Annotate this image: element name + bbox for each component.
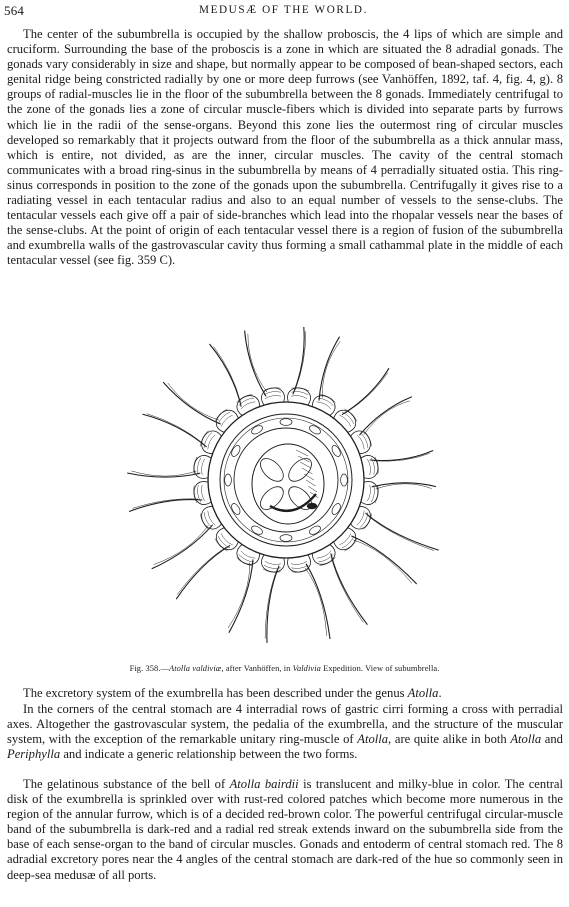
lappet-hatching <box>202 485 205 501</box>
paragraph-subumbrella-anatomy: The center of the subumbrella is occupied by the shallow proboscis, the 4 lips of which are simple and cruciform. Surrounding the base of the proboscis is a zone in which are situated the 8 adradial gonads. The gonads vary considerably in size and shape, but normally appear to be composed of bean-shaped sectors, each genital ridge being constricted radially by one or more deep furrows (see Vanhöffen, 1892, taf. 4, fig. 4, g). 8 groups of radial-muscles lie in the floor of the subumbrella between the 8 gonads. Immediately centrifugal to the zone of the gonads lies a zone of circular muscle-fibers which is divided into separate parts by furrows which lie in the radii of the sense-organs. Beyond this zone lies the outermost ring of circular muscles developed so remarkably that it projects outward from the floor of the subumbrella as a thick annular mass, which is entire, not divided, as are the inner, circular muscles. The cavity of the central stomach communicates with a broad ring-sinus in the subumbrella by means of 4 perradially situated ostia. This ring-sinus corresponds in position to the zone of the gonads upon the subumbrella. Centrifugally it gives rise to a radiating vessel in each tentacular radius and also to an equal number of vessels to the sense-clubs. The tentacular vessels each give off a pair of side-branches which lead into the rhopalar vessels near the bases of the sense-clubs. At the point of origin of each tentacular vessel there is a region of fusion of the subumbrella and exumbrella walls of the gastrovascular cavity thus forming a small cathammal plate in the middle of each tentacular vessel (see fig. 359 C). <box>7 27 563 268</box>
caption-species: Atolla valdiviæ <box>169 664 222 673</box>
tentacle-outline <box>168 383 219 420</box>
paragraph-gastric-cirri <box>7 702 563 762</box>
oral-lip <box>256 454 287 485</box>
stippling <box>308 486 317 492</box>
lappet-hatching <box>317 551 332 558</box>
oral-lip <box>256 483 287 514</box>
lappet-hatching <box>265 561 281 564</box>
tentacle-outline <box>154 525 209 564</box>
italic-genus: Periphylla <box>7 747 61 762</box>
page-number: 564 <box>4 3 25 18</box>
caption-expedition: Valdivia <box>292 664 321 673</box>
gonad-lobe <box>225 474 232 486</box>
stippling <box>304 474 314 480</box>
gonad-lobe <box>280 535 292 542</box>
stippling <box>296 450 308 456</box>
running-head: MEDUSÆ OF THE WORLD. <box>199 4 368 16</box>
caption-view: Expedition. View of subumbrella. <box>320 664 440 673</box>
lappet <box>237 396 260 416</box>
tentacles-and-lappets <box>127 327 439 643</box>
text-run: and <box>541 732 563 747</box>
stippling <box>300 462 311 468</box>
tentacle <box>365 513 438 550</box>
lappet-hatching <box>241 402 256 409</box>
text-run: , are quite alike in both <box>388 732 511 747</box>
lappet-hatching <box>317 402 332 409</box>
gonad-lobe <box>280 419 292 426</box>
lappet-hatching <box>208 435 215 450</box>
lappet-hatching <box>357 435 364 450</box>
lappet <box>312 545 335 565</box>
text-run: In the corners of the central stomach are 4 interradial rows of gastric cirri forming a cross with perradial axes. Altogether the gastrovascular system, the pedalia of the exumbrella, and the structure of the muscular system, with the exception of the remarkable unitary ring-muscle of <box>7 702 563 747</box>
lappet-hatching <box>202 459 205 475</box>
italic-species: Atolla bairdii <box>229 777 299 791</box>
dark-mass <box>307 503 317 509</box>
ring-muscle-inner <box>224 418 348 542</box>
lappet-hatching <box>357 511 364 526</box>
tentacle <box>210 344 242 407</box>
lappet-hatching <box>241 551 256 558</box>
lappet-hatching <box>342 536 354 548</box>
tentacle <box>129 500 202 512</box>
subumbrella-disk <box>208 402 364 558</box>
paragraph-coloration <box>7 777 563 883</box>
lappet-hatching <box>291 396 307 399</box>
gonad-lobe <box>341 474 348 486</box>
stippling <box>302 468 313 474</box>
lappet-hatching <box>198 458 201 475</box>
text-run: is translucent and milky-blue in color. The central disk of the exumbrella is sprinkled over with rust-red colored patches which become more numerous in the region of the annular furrow, which is of a decided red-brown color. The powerful centrifugal circular-muscle band of the subumbrella is dark-red and a radial red streak extends inward on the subumbrella side from the base of each sense-organ to the band of circular muscles. Gonads and entoderm of central stomach red. The 8 adradial excretory pores near the 4 angles of the central stomach are dark-red of the hue so commonly seen in deep-sea medusæ of all ports. <box>7 777 563 882</box>
italic-genus: Atolla <box>407 686 439 700</box>
italic-genus: Atolla <box>357 732 389 747</box>
lappet-hatching <box>218 412 230 424</box>
lappet-hatching <box>291 565 308 568</box>
tentacle <box>176 545 230 599</box>
page-header <box>4 3 563 19</box>
lappet <box>237 545 260 565</box>
lappet-hatching <box>208 511 215 526</box>
lappet-hatching <box>291 561 307 564</box>
oral-lip <box>285 454 316 485</box>
lappet <box>202 431 222 454</box>
tentacle <box>331 553 368 624</box>
paragraph-excretory-system <box>7 686 563 701</box>
lappet-hatching <box>265 396 281 399</box>
tentacle <box>351 536 416 584</box>
tentacle <box>127 473 200 477</box>
tentacle <box>142 414 206 447</box>
tentacle-outline <box>364 401 410 435</box>
tentacle-outline <box>353 540 412 584</box>
stippling <box>306 480 316 486</box>
lappet-hatching <box>371 485 374 502</box>
tentacle <box>267 566 279 643</box>
caption-source: , after Vanhöffen, in <box>221 664 293 673</box>
lappet <box>351 506 371 529</box>
figure-atolla-valdiviae <box>116 312 456 650</box>
italic-genus: Atolla <box>510 732 542 747</box>
lappet-hatching <box>367 485 370 501</box>
tentacle-outline <box>305 568 327 636</box>
text-run: and indicate a generic relationship between the two forms. <box>60 747 358 762</box>
figure-caption <box>0 664 569 673</box>
lappet-hatching <box>367 459 370 475</box>
text-run: . <box>438 686 442 700</box>
tentacle <box>293 327 304 394</box>
tentacle-outline <box>228 562 250 628</box>
lappet-hatching <box>264 392 281 395</box>
lappet <box>312 396 335 416</box>
tentacle <box>372 483 436 487</box>
tentacle <box>342 368 389 415</box>
text-run: The excretory system of the exumbrella has been described under the genus <box>23 686 408 700</box>
text-run: The gelatinous substance of the bell of <box>23 777 230 791</box>
ring-muscle <box>220 414 352 546</box>
caption-label: Fig. 358.— <box>129 664 169 673</box>
